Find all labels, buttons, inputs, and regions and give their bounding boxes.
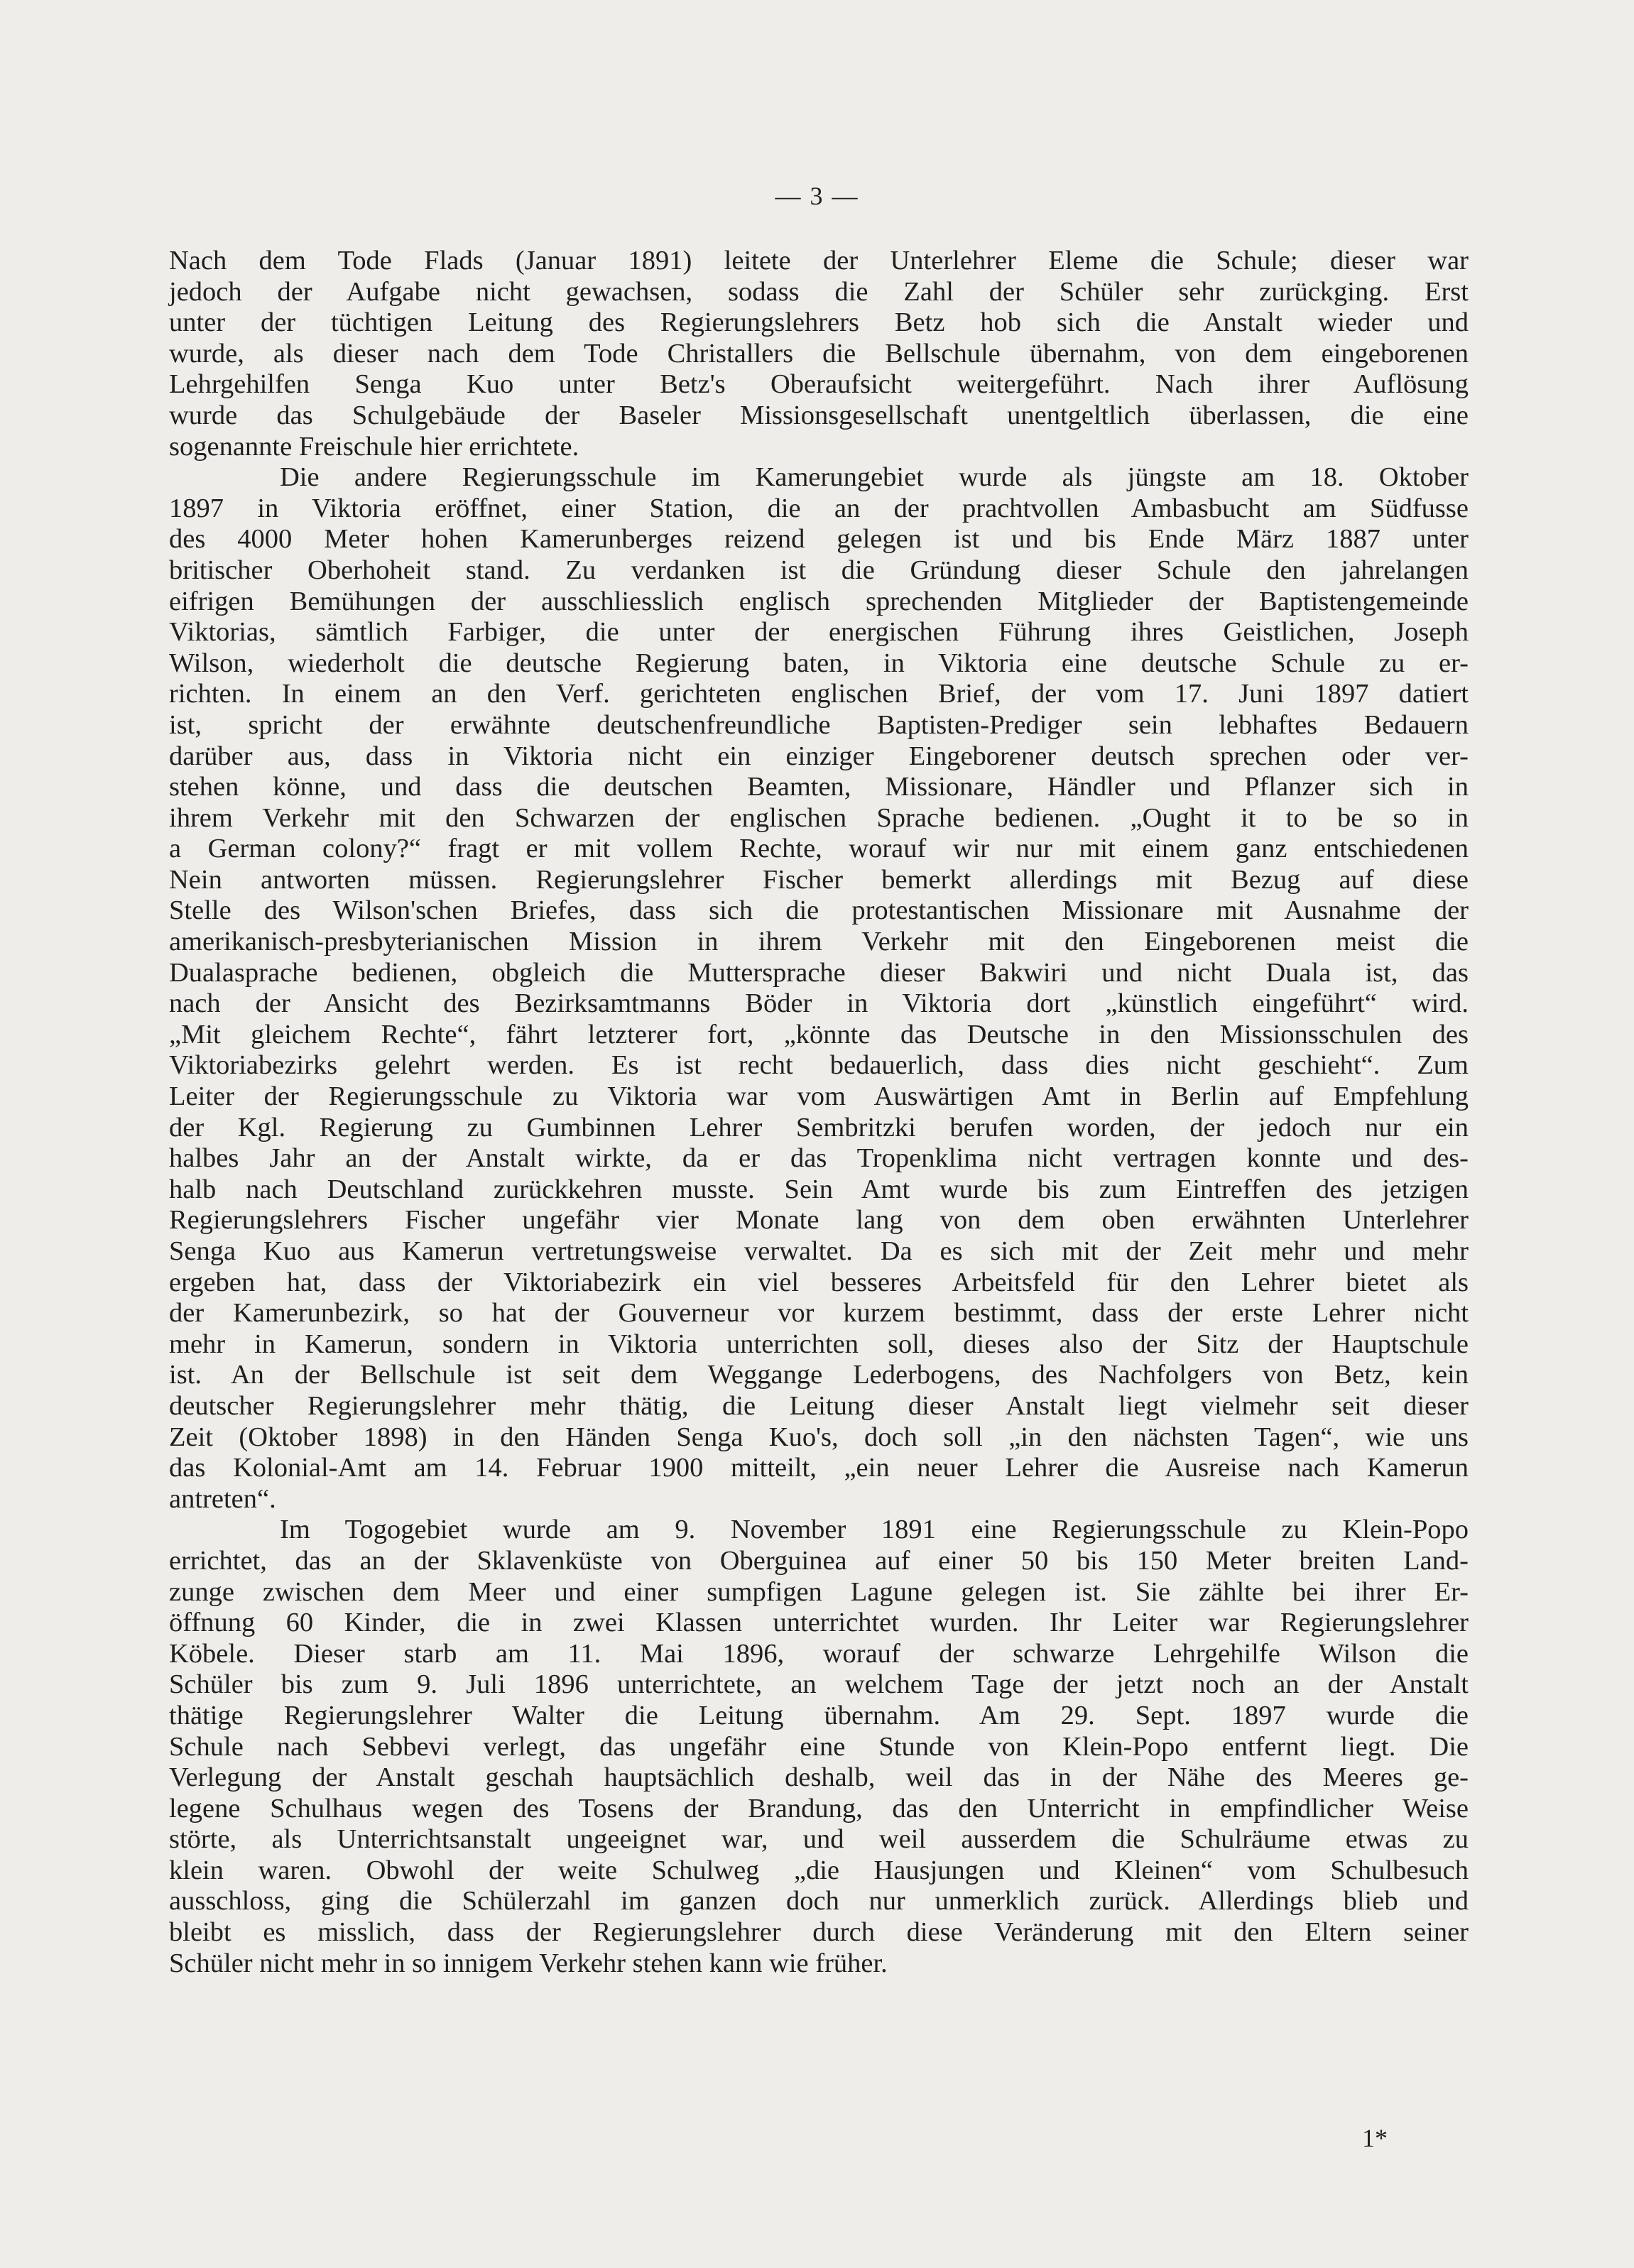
text-line: Schüler nicht mehr in so innigem Verkehr stehen kann wie früher. bbox=[169, 1948, 888, 1978]
body-text bbox=[169, 246, 1469, 1979]
text-line: Stelle des Wilson'schen Briefes, dass sich die protestantischen Missionare mit Ausnahme der bbox=[169, 895, 1469, 926]
page-number: — 3 — bbox=[775, 182, 859, 210]
paragraph bbox=[169, 462, 1469, 1515]
text-line: bleibt es misslich, dass der Regierungslehrer durch diese Veränderung mit den Eltern seiner bbox=[169, 1917, 1469, 1948]
text-line: richten. In einem an den Verf. gerichteten englischen Brief, der vom 17. Juni 1897 datiert bbox=[169, 679, 1469, 709]
text-line: errichtet, das an der Sklavenküste von Oberguinea auf einer 50 bis 150 Meter breiten Land- bbox=[169, 1545, 1469, 1576]
text-line: der Kamerunbezirk, so hat der Gouverneur vor kurzem bestimmt, dass der erste Lehrer nicht bbox=[169, 1298, 1469, 1329]
text-line: 1897 in Viktoria eröffnet, einer Station, die an der prachtvollen Ambasbucht am Südfusse bbox=[169, 493, 1469, 523]
text-line: Regierungslehrers Fischer ungefähr vier Monate lang von dem oben erwähnten Unterlehrer bbox=[169, 1205, 1469, 1236]
text-line: „Mit gleichem Rechte“, fährt letzterer fort, „könnte das Deutsche in den Missionsschulen des bbox=[169, 1019, 1469, 1050]
text-line: eifrigen Bemühungen der ausschliesslich englisch sprechenden Mitglieder der Baptistengemeinde bbox=[169, 586, 1469, 616]
text-line: Zeit (Oktober 1898) in den Händen Senga Kuo's, doch soll „in den nächsten Tagen“, wie uns bbox=[169, 1422, 1469, 1452]
text-line: des 4000 Meter hohen Kamerunberges reizend gelegen ist und bis Ende März 1887 unter bbox=[169, 524, 1469, 555]
text-line: antreten“. bbox=[169, 1483, 276, 1514]
text-line: thätige Regierungslehrer Walter die Leitung übernahm. Am 29. Sept. 1897 wurde die bbox=[169, 1700, 1469, 1730]
text-line: störte, als Unterrichtsanstalt ungeeignet war, und weil ausserdem die Schulräume etwas zu bbox=[169, 1824, 1469, 1855]
text-line: Verlegung der Anstalt geschah hauptsächlich deshalb, weil das in der Nähe des Meeres ge- bbox=[169, 1762, 1469, 1793]
text-line: Leiter der Regierungsschule zu Viktoria war vom Auswärtigen Amt in Berlin auf Empfehlung bbox=[169, 1081, 1469, 1112]
text-line: unter der tüchtigen Leitung des Regierungslehrers Betz hob sich die Anstalt wieder und bbox=[169, 307, 1469, 338]
text-line: legene Schulhaus wegen des Tosens der Brandung, das den Unterricht in empfindlicher Weise bbox=[169, 1793, 1469, 1823]
text-line: Köbele. Dieser starb am 11. Mai 1896, worauf der schwarze Lehrgehilfe Wilson die bbox=[169, 1638, 1469, 1669]
paragraph bbox=[169, 246, 1469, 462]
text-line: Lehrgehilfen Senga Kuo unter Betz's Oberaufsicht weitergeführt. Nach ihrer Auflösung bbox=[169, 369, 1469, 400]
text-line: Senga Kuo aus Kamerun vertretungsweise verwaltet. Da es sich mit der Zeit mehr und mehr bbox=[169, 1236, 1469, 1266]
text-line: klein waren. Obwohl der weite Schulweg „die Hausjungen und Kleinen“ vom Schulbesuch bbox=[169, 1855, 1469, 1885]
text-line: britischer Oberhoheit stand. Zu verdanken ist die Gründung dieser Schule den jahrelangen bbox=[169, 555, 1469, 585]
text-line: Nein antworten müssen. Regierungslehrer Fischer bemerkt allerdings mit Bezug auf diese bbox=[169, 864, 1469, 895]
text-line: Dualasprache bedienen, obgleich die Muttersprache dieser Bakwiri und nicht Duala ist, das bbox=[169, 957, 1469, 988]
text-line: halbes Jahr an der Anstalt wirkte, da er das Tropenklima nicht vertragen konnte und des- bbox=[169, 1143, 1469, 1174]
text-line: ergeben hat, dass der Viktoriabezirk ein viel besseres Arbeitsfeld für den Lehrer bietet als bbox=[169, 1267, 1469, 1297]
text-line: nach der Ansicht des Bezirksamtmanns Böder in Viktoria dort „künstlich eingeführt“ wird. bbox=[169, 988, 1469, 1019]
text-line: wurde das Schulgebäude der Baseler Missionsgesellschaft unentgeltlich überlassen, die eine bbox=[169, 400, 1469, 430]
text-line: Schule nach Sebbevi verlegt, das ungefähr eine Stunde von Klein-Popo entfernt liegt. Die bbox=[169, 1731, 1469, 1762]
text-line: öffnung 60 Kinder, die in zwei Klassen unterrichtet wurden. Ihr Leiter war Regierungslehrer bbox=[169, 1608, 1469, 1638]
paragraph bbox=[169, 1515, 1469, 1979]
text-line: deutscher Regierungslehrer mehr thätig, die Leitung dieser Anstalt liegt vielmehr seit dieser bbox=[169, 1390, 1469, 1421]
text-line: Wilson, wiederholt die deutsche Regierung baten, in Viktoria eine deutsche Schule zu er- bbox=[169, 648, 1469, 678]
text-line: wurde, als dieser nach dem Tode Christallers die Bellschule übernahm, von dem eingeborenen bbox=[169, 338, 1469, 369]
text-line: a German colony?“ fragt er mit vollem Rechte, worauf wir nur mit einem ganz entschiedenen bbox=[169, 834, 1469, 864]
text-line: der Kgl. Regierung zu Gumbinnen Lehrer Sembritzki berufen worden, der jedoch nur ein bbox=[169, 1112, 1469, 1143]
text-line: stehen könne, und dass die deutschen Beamten, Missionare, Händler und Pflanzer sich in bbox=[169, 772, 1469, 802]
text-line: mehr in Kamerun, sondern in Viktoria unterrichten soll, dieses also der Sitz der Hauptschule bbox=[169, 1329, 1469, 1359]
text-line: jedoch der Aufgabe nicht gewachsen, sodass die Zahl der Schüler sehr zurückging. Erst bbox=[169, 276, 1469, 307]
text-line: sogenannte Freischule hier errichtete. bbox=[169, 431, 579, 462]
text-line: Die andere Regierungsschule im Kamerungebiet wurde als jüngste am 18. Oktober bbox=[280, 462, 1469, 493]
text-line: amerikanisch-presbyterianischen Mission in ihrem Verkehr mit den Eingeborenen meist die bbox=[169, 927, 1469, 957]
text-line: ihrem Verkehr mit den Schwarzen der englischen Sprache bedienen. „Ought it to be so in bbox=[169, 802, 1469, 833]
text-line: Viktoriabezirks gelehrt werden. Es ist recht bedauerlich, dass dies nicht geschieht“. Zum bbox=[169, 1050, 1469, 1081]
text-line: ist, spricht der erwähnte deutschenfreundliche Baptisten-Prediger sein lebhaftes Bedauern bbox=[169, 709, 1469, 740]
text-line: Nach dem Tode Flads (Januar 1891) leitete der Unterlehrer Eleme die Schule; dieser war bbox=[169, 246, 1469, 276]
text-line: ist. An der Bellschule ist seit dem Weggange Lederbogens, des Nachfolgers von Betz, kein bbox=[169, 1360, 1469, 1390]
text-line: Schüler bis zum 9. Juli 1896 unterrichtete, an welchem Tage der jetzt noch an der Anstalt bbox=[169, 1669, 1469, 1700]
text-line: Viktorias, sämtlich Farbiger, die unter der energischen Führung ihres Geistlichen, Joseph bbox=[169, 617, 1469, 648]
text-line: ausschloss, ging die Schülerzahl im ganzen doch nur unmerklich zurück. Allerdings blieb und bbox=[169, 1886, 1469, 1917]
signature-mark: 1* bbox=[1362, 2124, 1388, 2152]
text-line: das Kolonial-Amt am 14. Februar 1900 mitteilt, „ein neuer Lehrer die Ausreise nach Kamerun bbox=[169, 1453, 1469, 1483]
text-line: zunge zwischen dem Meer und einer sumpfigen Lagune gelegen ist. Sie zählte bei ihrer Er- bbox=[169, 1576, 1469, 1607]
text-line: halb nach Deutschland zurückkehren musste. Sein Amt wurde bis zum Eintreffen des jetzigen bbox=[169, 1174, 1469, 1204]
text-line: darüber aus, dass in Viktoria nicht ein einziger Eingeborener deutsch sprechen oder ver- bbox=[169, 741, 1469, 771]
text-line: Im Togogebiet wurde am 9. November 1891 eine Regierungsschule zu Klein-Popo bbox=[280, 1515, 1469, 1545]
